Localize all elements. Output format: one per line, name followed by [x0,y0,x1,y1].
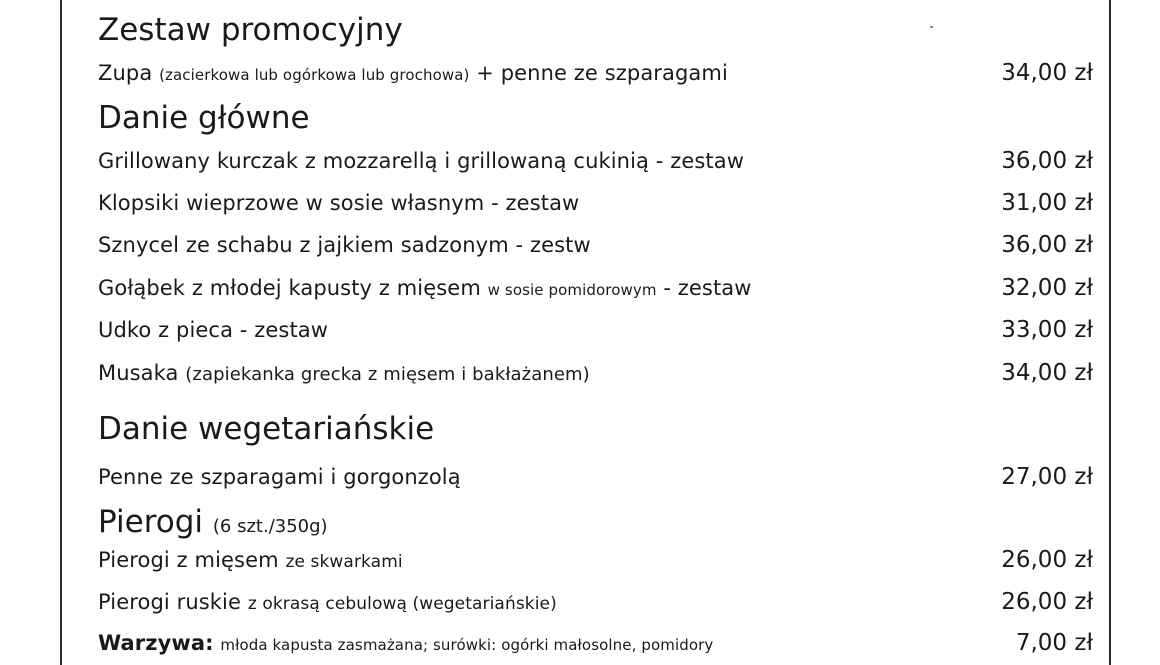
item-price: 33,00 zł [1001,317,1093,343]
item-price: 26,00 zł [1001,589,1093,615]
item-note: młoda kapusta zasmażana; surówki: ogórki małosolne, pomidory [220,636,714,654]
item-note: z okrasą cebulową (wegetariańskie) [247,594,557,614]
item-price: 36,00 zł [1001,232,1093,258]
item-rest: + penne ze szparagami [476,61,728,85]
item-name: Klopsiki wieprzowe w sosie własnym - zestaw [98,191,580,215]
menu-item [98,589,1093,615]
item-name: Grillowany kurczak z mozzarellą i grillowaną cukinią - zestaw [98,149,744,173]
item-note: (zapiekanka grecka z mięsem i bakłażanem) [185,364,590,385]
menu-item [98,190,1093,216]
item-price: 31,00 zł [1001,190,1093,216]
heading-promo: Zestaw promocyjny [98,12,403,48]
item-name: Sznycel ze schabu z jajkiem sadzonym - zestw [98,233,591,257]
menu-item [98,360,1093,386]
item-price: 34,00 zł [1001,60,1093,86]
item-name: Gołąbek z młodej kapusty z mięsem [98,276,481,300]
item-price: 7,00 zł [1015,630,1093,656]
item-price: 26,00 zł [1001,547,1093,573]
item-note: (zacierkowa lub ogórkowa lub grochowa) [159,66,470,84]
menu-item [98,317,1093,343]
menu-item [98,464,1093,490]
item-note: w sosie pomidorowym [487,281,657,299]
item-name: Pierogi ruskie [98,590,242,614]
item-name: Pierogi z mięsem [98,548,279,572]
item-name: Musaka [98,361,179,385]
heading-vege: Danie wegetariańskie [98,411,435,447]
item-price: 36,00 zł [1001,148,1093,174]
menu-item [98,547,1093,573]
item-name: Udko z pieca - zestaw [98,318,329,342]
menu-item-promo [98,60,1093,86]
item-rest: - zestaw [663,276,752,300]
item-price: 32,00 zł [1001,275,1093,301]
item-name: Zupa [98,61,153,85]
item-price: 27,00 zł [1001,464,1093,490]
item-note: ze skwarkami [285,552,403,572]
item-price: 34,00 zł [1001,360,1093,386]
item-label: Warzywa: [98,631,214,655]
item-name: Penne ze szparagami i gorgonzolą [98,465,461,489]
heading-note: (6 szt./350g) [212,516,328,537]
menu-item [98,148,1093,174]
heading-pierogi: Pierogi (6 szt./350g) [98,504,328,540]
menu-item-vegetables [98,630,1093,656]
menu-item [98,275,1093,301]
scan-mark [930,26,933,28]
heading-main: Danie główne [98,100,310,136]
menu-item [98,232,1093,258]
